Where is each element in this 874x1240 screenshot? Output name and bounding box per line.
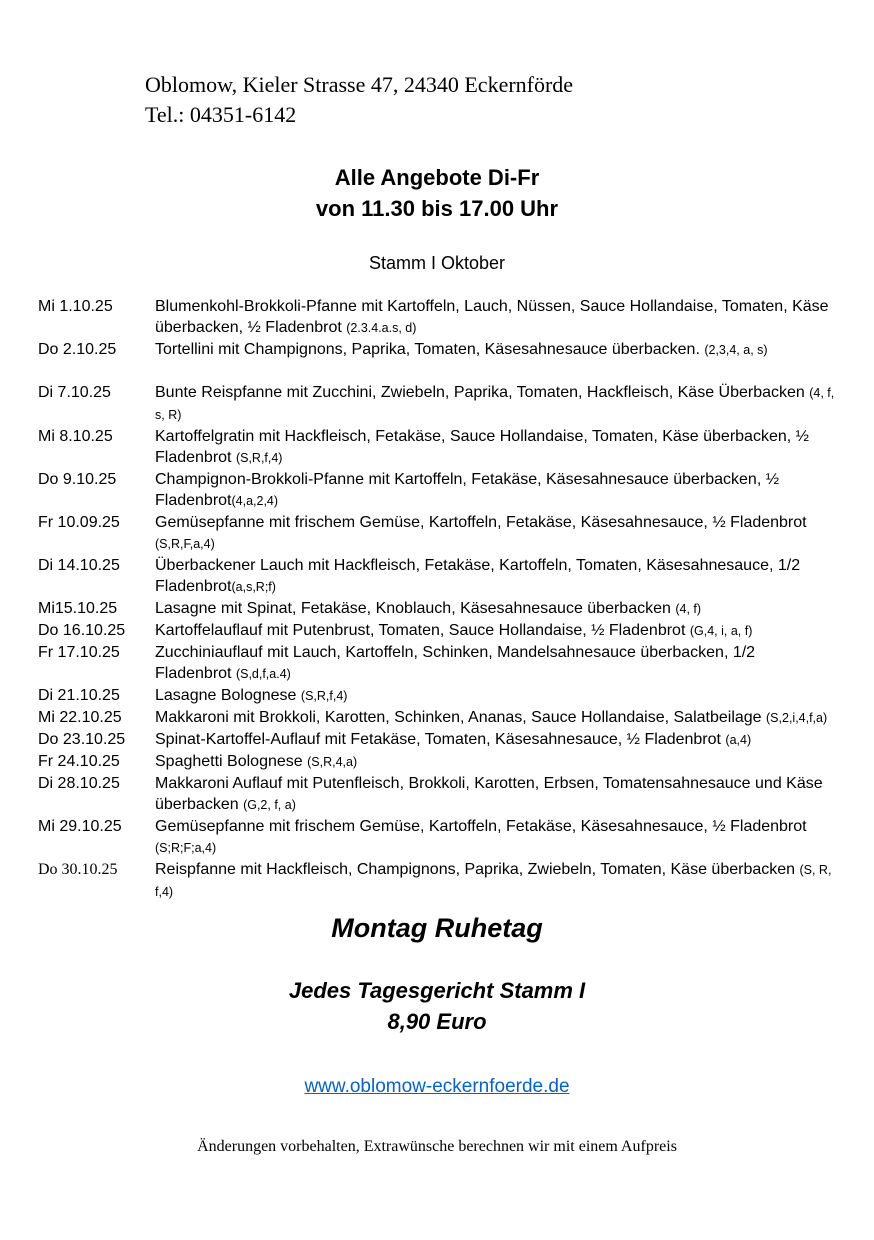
menu-item — [38, 751, 846, 773]
menu-item — [38, 382, 846, 426]
menu-item-allergens: (S;R;F;a,4) — [155, 840, 217, 855]
menu-item-date: Di 14.10.25 — [38, 556, 120, 574]
menu-item — [38, 469, 846, 512]
menu-item-text: Spaghetti Bolognese — [155, 752, 308, 770]
menu-item-allergens: (S,R,4,a) — [307, 754, 358, 769]
menu-item-description — [155, 382, 835, 426]
menu-item — [38, 773, 846, 816]
menu-item-date: Fr 24.10.25 — [38, 752, 120, 770]
menu-item-description — [155, 339, 835, 361]
menu-item-date: Do 9.10.25 — [38, 470, 117, 488]
offer-title — [0, 163, 874, 225]
menu-item-allergens: (4, f) — [675, 601, 702, 616]
menu-item-allergens: (a,4) — [725, 732, 752, 747]
price-block — [0, 976, 874, 1038]
menu-item — [38, 296, 846, 339]
menu-item-description — [155, 620, 835, 642]
website-link[interactable]: www.oblomow-eckernfoerde.de — [304, 1075, 570, 1097]
menu-item-description — [155, 512, 835, 555]
menu-item-text: Makkaroni Auflauf mit Putenfleisch, Brokkoli, Karotten, Erbsen, Tomatensahnesauce und Käse überbacken — [155, 774, 823, 813]
menu-item-text: Kartoffelgratin mit Hackfleisch, Fetakäse, Sauce Hollandaise, Tomaten, Käse überbacken, ½ Fladenbrot — [155, 427, 809, 466]
menu-item-text: Makkaroni mit Brokkoli, Karotten, Schinken, Ananas, Sauce Hollandaise, Salatbeilage — [155, 708, 767, 726]
menu-item-date: Fr 10.09.25 — [38, 513, 120, 531]
menu-item-text: Reispfanne mit Hackfleisch, Champignons, Paprika, Zwiebeln, Tomaten, Käse überbacken — [155, 860, 800, 878]
menu-item-description — [155, 859, 835, 903]
menu-item-text: Spinat-Kartoffel-Auflauf mit Fetakäse, Tomaten, Käsesahnesauce, ½ Fladenbrot — [155, 730, 726, 748]
price-line2: 8,90 Euro — [387, 1008, 487, 1034]
menu-item-text: Lasagne mit Spinat, Fetakäse, Knoblauch, Käsesahnesauce überbacken — [155, 599, 676, 617]
menu-item-description — [155, 296, 835, 339]
menu-item — [38, 707, 846, 729]
menu-item — [38, 859, 846, 903]
header-block — [145, 0, 874, 129]
menu-item — [38, 339, 846, 361]
menu-item-text: Überbackener Lauch mit Hackfleisch, Fetakäse, Kartoffeln, Tomaten, Käsesahnesauce, 1/2 Fladenbrot — [155, 556, 801, 595]
menu-item-date: Fr 17.10.25 — [38, 643, 120, 661]
menu-item-text: Blumenkohl-Brokkoli-Pfanne mit Kartoffeln, Lauch, Nüssen, Sauce Hollandaise, Tomaten, Käse überbacken, ½ Fladenbrot — [155, 297, 829, 336]
menu-item-allergens: (2.3.4.a.s, d) — [346, 320, 417, 335]
menu-item-description — [155, 773, 835, 816]
menu-item-text: Kartoffelauflauf mit Putenbrust, Tomaten, Sauce Hollandaise, ½ Fladenbrot — [155, 621, 690, 639]
closed-notice: Montag Ruhetag — [331, 912, 543, 943]
disclaimer-text: Änderungen vorbehalten, Extrawünsche berechnen wir mit einem Aufpreis — [197, 1137, 677, 1155]
menu-item-allergens: (4, f, s, R) — [155, 385, 835, 422]
menu-item-description — [155, 685, 835, 707]
menu-item-date: Di 21.10.25 — [38, 686, 120, 704]
menu-item-date: Do 2.10.25 — [38, 340, 117, 358]
restaurant-phone: Tel.: 04351-6142 — [145, 101, 297, 127]
menu-item — [38, 426, 846, 469]
menu-item-date: Mi 22.10.25 — [38, 708, 122, 726]
menu-item-text: Bunte Reispfanne mit Zucchini, Zwiebeln, Paprika, Tomaten, Hackfleisch, Käse Überbacken — [155, 383, 810, 401]
menu-item-allergens: (a,s,R;f) — [231, 579, 276, 594]
menu-item-description — [155, 751, 835, 773]
price-line1: Jedes Tagesgericht Stamm I — [288, 977, 586, 1003]
menu-item-description — [155, 598, 835, 620]
menu-item-description — [155, 816, 835, 859]
menu-item-allergens: (2,3,4, a, s) — [704, 342, 768, 357]
menu-item-date: Di 7.10.25 — [38, 383, 111, 401]
offer-title-line2: von 11.30 bis 17.00 Uhr — [315, 196, 559, 222]
menu-item-allergens: (G,2, f, a) — [243, 797, 296, 812]
menu-item-description — [155, 426, 835, 469]
menu-item-text: Gemüsepfanne mit frischem Gemüse, Kartoffeln, Fetakäse, Käsesahnesauce, ½ Fladenbrot — [155, 513, 807, 531]
menu-item-date: Mi 8.10.25 — [38, 427, 113, 445]
menu-item-description — [155, 555, 835, 598]
menu-item-text: Tortellini mit Champignons, Paprika, Tomaten, Käsesahnesauce überbacken. — [155, 340, 705, 358]
menu-item-date: Di 28.10.25 — [38, 774, 120, 792]
menu-item-allergens: (G,4, i, a, f) — [689, 623, 753, 638]
menu-item — [38, 816, 846, 859]
menu-item-allergens: (4,a,2,4) — [231, 493, 279, 508]
menu-item-text: Lasagne Bolognese — [155, 686, 301, 704]
menu-item-date: Do 30.10.25 — [38, 860, 118, 878]
menu-item-allergens: (S,R,f,4) — [235, 450, 283, 465]
menu-item — [38, 512, 846, 555]
menu-item-text: Champignon-Brokkoli-Pfanne mit Kartoffeln, Fetakäse, Käsesahnesauce überbacken, ½ Fladenbrot — [155, 470, 780, 509]
menu-list — [0, 296, 874, 903]
restaurant-address: Oblomow, Kieler Strasse 47, 24340 Eckernförde — [145, 72, 574, 97]
menu-item-description — [155, 729, 835, 751]
menu-item — [38, 729, 846, 751]
menu-item — [38, 598, 846, 620]
menu-item-description — [155, 469, 835, 512]
offer-title-line1: Alle Angebote Di-Fr — [334, 165, 540, 191]
menu-item-date: Do 16.10.25 — [38, 621, 126, 639]
menu-item-description — [155, 642, 835, 685]
menu-item-allergens: (S,R,f,4) — [300, 688, 348, 703]
menu-item — [38, 620, 846, 642]
menu-item — [38, 642, 846, 685]
menu-item-date: Mi 1.10.25 — [38, 297, 113, 315]
menu-item-text: Gemüsepfanne mit frischem Gemüse, Kartoffeln, Fetakäse, Käsesahnesauce, ½ Fladenbrot — [155, 817, 807, 835]
menu-item-allergens: (S,2,i,4,f,a) — [766, 710, 828, 725]
menu-item-allergens: (S,R,F,a,4) — [155, 536, 215, 551]
menu-item-text: Zucchiniauflauf mit Lauch, Kartoffeln, Schinken, Mandelsahnesauce überbacken, 1/2 Fladenbrot — [155, 643, 756, 682]
menu-subtitle: Stamm I Oktober — [368, 252, 506, 273]
menu-item-allergens: (S,d,f,a.4) — [235, 666, 291, 681]
menu-item-allergens: (S, R, f,4) — [155, 862, 832, 899]
website-row — [0, 1076, 874, 1098]
menu-item-date: Do 23.10.25 — [38, 730, 126, 748]
menu-item — [38, 555, 846, 598]
menu-item-date: Mi15.10.25 — [38, 599, 118, 617]
menu-item — [38, 685, 846, 707]
menu-item-description — [155, 707, 835, 729]
menu-item-date: Mi 29.10.25 — [38, 817, 122, 835]
